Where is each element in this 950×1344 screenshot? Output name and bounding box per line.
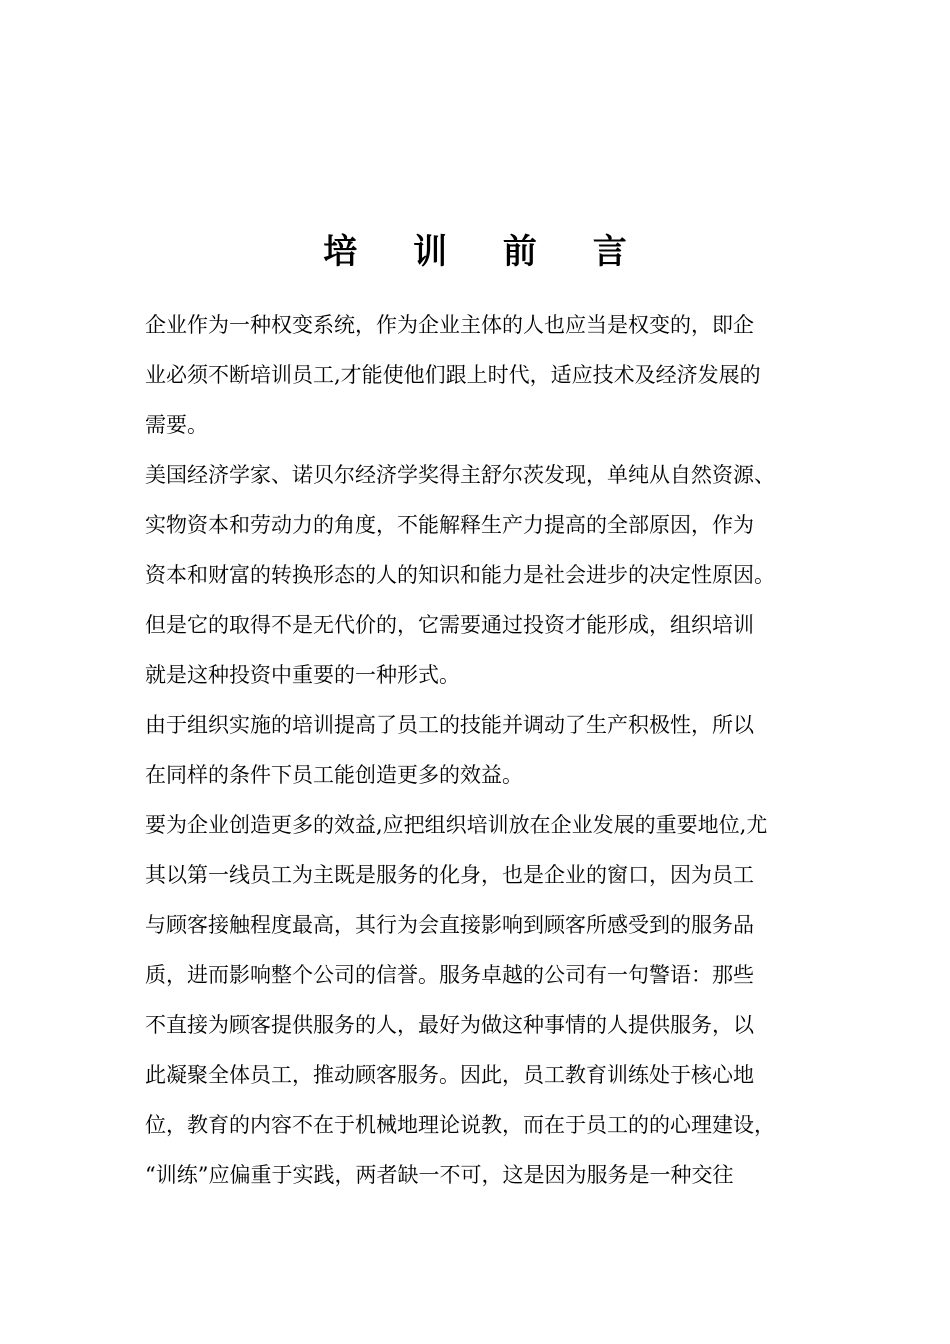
text-line: 与顾客接触程度最高，其行为会直接影响到顾客所感受到的服务品 xyxy=(145,913,754,937)
text-line: 但是它的取得不是无代价的，它需要通过投资才能形成，组织培训 xyxy=(145,613,754,637)
text-line: 此凝聚全体员工，推动顾客服务。因此，员工教育训练处于核心地 xyxy=(145,1063,754,1087)
text-line: 位，教育的内容不在于机械地理论说教，而在于员工的的心理建设， xyxy=(145,1113,775,1137)
text-line: 就是这种投资中重要的一种形式。 xyxy=(145,663,460,687)
text-line: 实物资本和劳动力的角度，不能解释生产力提高的全部原因，作为 xyxy=(145,513,754,537)
text-line: 在同样的条件下员工能创造更多的效益。 xyxy=(145,763,523,787)
text-line: 其以第一线员工为主既是服务的化身，也是企业的窗口，因为员工 xyxy=(145,863,754,887)
text-line: 质，进而影响整个公司的信誉。服务卓越的公司有一句警语：那些 xyxy=(145,963,754,987)
text-line: 企业作为一种权变系统，作为企业主体的人也应当是权变的，即企 xyxy=(145,313,754,337)
text-line: 要为企业创造更多的效益,应把组织培训放在企业发展的重要地位,尤 xyxy=(145,813,768,837)
text-line: 资本和财富的转换形态的人的知识和能力是社会进步的决定性原因。 xyxy=(145,563,775,587)
text-line: “训练”应偏重于实践，两者缺一不可，这是因为服务是一种交往 xyxy=(145,1163,734,1187)
text-line: 需要。 xyxy=(145,413,208,437)
page-title: 培 训 前 言 xyxy=(323,232,649,272)
body-text xyxy=(145,300,835,1200)
text-line: 不直接为顾客提供服务的人，最好为做这种事情的人提供服务，以 xyxy=(145,1013,754,1037)
text-line: 由于组织实施的培训提高了员工的技能并调动了生产积极性，所以 xyxy=(145,713,754,737)
text-line: 业必须不断培训员工,才能使他们跟上时代，适应技术及经济发展的 xyxy=(145,363,761,387)
text-line: 美国经济学家、诺贝尔经济学奖得主舒尔茨发现，单纯从自然资源、 xyxy=(145,463,775,487)
